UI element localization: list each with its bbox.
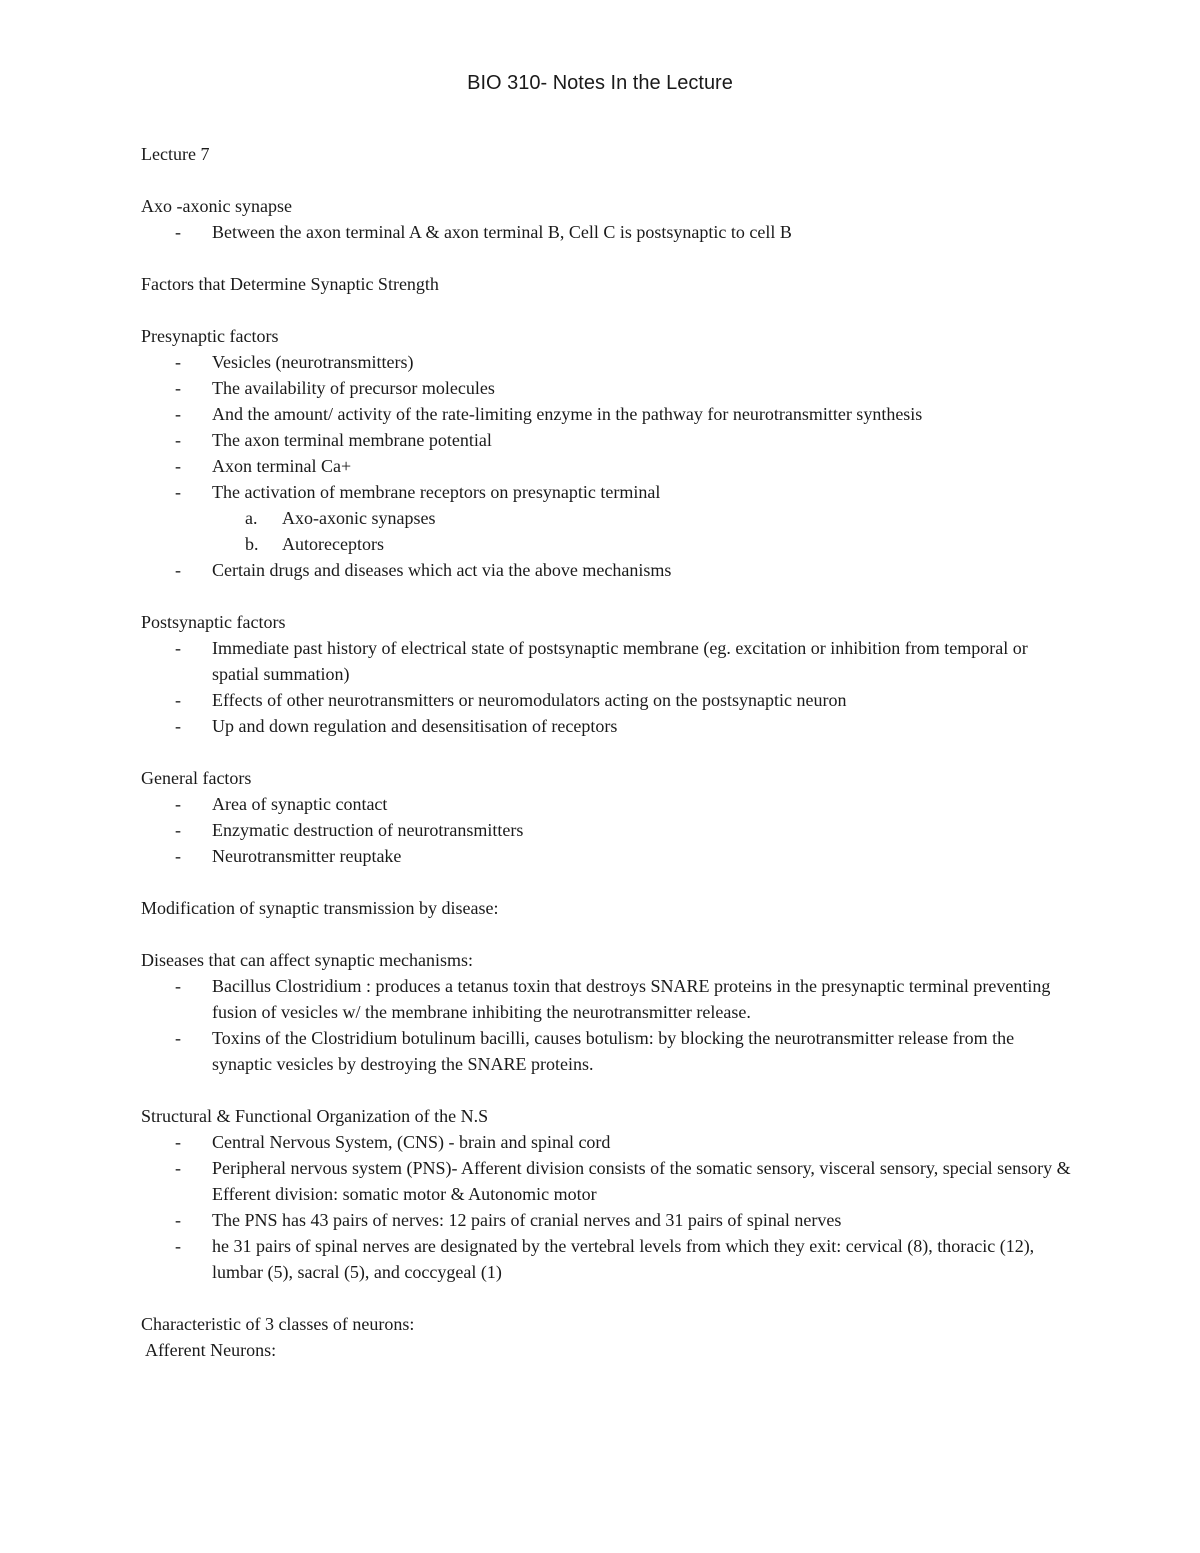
list-item-text: Bacillus Clostridium : produces a tetanus toxin that destroys SNARE proteins in the presynaptic terminal preventing fusion of vesicles w/ the membrane inhibiting the neurotransmitter release. <box>212 976 1051 1022</box>
list-item <box>141 843 1071 869</box>
section-heading-presynaptic: Presynaptic factors <box>141 326 279 346</box>
sub-list-text: Axo-axonic synapses <box>282 508 436 528</box>
list-item-text: And the amount/ activity of the rate-limiting enzyme in the pathway for neurotransmitter synthesis <box>212 404 923 424</box>
section-heading-synaptic-strength: Factors that Determine Synaptic Strength <box>141 274 439 294</box>
list-item-text: Vesicles (neurotransmitters) <box>212 352 414 372</box>
bullet-dash: - <box>175 1236 181 1256</box>
bullet-dash: - <box>175 794 181 814</box>
list-item <box>141 479 1071 505</box>
bullet-dash: - <box>175 430 181 450</box>
list-item-text: The availability of precursor molecules <box>212 378 495 398</box>
document-title: BIO 310- Notes In the Lecture <box>467 72 733 94</box>
list-item-text: Immediate past history of electrical state of postsynaptic membrane (eg. excitation or inhibition from temporal or spatial summation) <box>212 638 1028 684</box>
bullet-dash: - <box>175 1210 181 1230</box>
list-item-text: Peripheral nervous system (PNS)- Afferent division consists of the somatic sensory, visceral sensory, special sensory & Efferent division: somatic motor & Autonomic motor <box>212 1158 1071 1204</box>
spacer <box>141 245 1071 271</box>
list-item <box>141 635 1071 687</box>
list-item <box>141 453 1071 479</box>
bullet-dash: - <box>175 378 181 398</box>
spacer <box>141 1077 1071 1103</box>
list-item-text: Central Nervous System, (CNS) - brain and spinal cord <box>212 1132 611 1152</box>
list-item-text: Enzymatic destruction of neurotransmitters <box>212 820 524 840</box>
list-item-text: Toxins of the Clostridium botulinum bacilli, causes botulism: by blocking the neurotransmitter release from the synaptic vesicles by destroying the SNARE proteins. <box>212 1028 1015 1074</box>
section-heading-axo-axonic: Axo -axonic synapse <box>141 196 292 216</box>
section-heading-afferent: Afferent Neurons: <box>145 1340 277 1360</box>
list-item-text: Axon terminal Ca+ <box>212 456 352 476</box>
bullet-dash: - <box>175 222 181 242</box>
bullet-dash: - <box>175 716 181 736</box>
list-item <box>141 713 1071 739</box>
sub-list-item <box>141 505 1071 531</box>
bullet-dash: - <box>175 404 181 424</box>
bullet-dash: - <box>175 1132 181 1152</box>
list-item <box>141 1207 1071 1233</box>
bullet-dash: - <box>175 638 181 658</box>
sub-list-text: Autoreceptors <box>282 534 384 554</box>
list-item-text: Certain drugs and diseases which act via the above mechanisms <box>212 560 672 580</box>
section-heading-general: General factors <box>141 768 252 788</box>
bullet-dash: - <box>175 352 181 372</box>
list-item <box>141 401 1071 427</box>
list-item <box>141 557 1071 583</box>
list-item <box>141 973 1071 1025</box>
spacer <box>141 297 1071 323</box>
section-heading-diseases: Diseases that can affect synaptic mechanisms: <box>141 950 474 970</box>
list-item-text: The axon terminal membrane potential <box>212 430 492 450</box>
lecture-label: Lecture 7 <box>141 144 210 164</box>
spacer <box>141 167 1071 193</box>
list-item <box>141 219 1071 245</box>
spacer <box>141 583 1071 609</box>
list-item-text: Neurotransmitter reuptake <box>212 846 402 866</box>
spacer <box>141 1285 1071 1311</box>
section-heading-structural: Structural & Functional Organization of the N.S <box>141 1106 489 1126</box>
bullet-dash: - <box>175 482 181 502</box>
list-item <box>141 375 1071 401</box>
document-body <box>141 141 1071 1363</box>
spacer <box>141 739 1071 765</box>
section-heading-characteristic: Characteristic of 3 classes of neurons: <box>141 1314 415 1334</box>
sub-list-marker: b. <box>245 534 259 554</box>
section-heading-postsynaptic: Postsynaptic factors <box>141 612 286 632</box>
list-item-text: he 31 pairs of spinal nerves are designated by the vertebral levels from which they exit: cervical (8), thoracic (12), lumbar (5), sacral (5), and coccygeal (1) <box>212 1236 1035 1282</box>
list-item <box>141 791 1071 817</box>
bullet-dash: - <box>175 820 181 840</box>
bullet-dash: - <box>175 690 181 710</box>
bullet-dash: - <box>175 1158 181 1178</box>
list-item-text: Up and down regulation and desensitisation of receptors <box>212 716 618 736</box>
sub-list-item <box>141 531 1071 557</box>
bullet-dash: - <box>175 456 181 476</box>
list-item-text: Area of synaptic contact <box>212 794 388 814</box>
list-item <box>141 1129 1071 1155</box>
list-item <box>141 1233 1071 1285</box>
list-item-text: The activation of membrane receptors on presynaptic terminal <box>212 482 661 502</box>
bullet-dash: - <box>175 1028 181 1048</box>
list-item <box>141 1155 1071 1207</box>
list-item <box>141 349 1071 375</box>
spacer <box>141 869 1071 895</box>
list-item <box>141 1025 1071 1077</box>
bullet-dash: - <box>175 976 181 996</box>
section-heading-modification: Modification of synaptic transmission by disease: <box>141 898 499 918</box>
list-item-text: Between the axon terminal A & axon terminal B, Cell C is postsynaptic to cell B <box>212 222 792 242</box>
list-item <box>141 817 1071 843</box>
list-item <box>141 427 1071 453</box>
list-item-text: Effects of other neurotransmitters or neuromodulators acting on the postsynaptic neuron <box>212 690 847 710</box>
sub-list-marker: a. <box>245 508 258 528</box>
spacer <box>141 921 1071 947</box>
bullet-dash: - <box>175 846 181 866</box>
bullet-dash: - <box>175 560 181 580</box>
list-item-text: The PNS has 43 pairs of nerves: 12 pairs of cranial nerves and 31 pairs of spinal nerves <box>212 1210 842 1230</box>
list-item <box>141 687 1071 713</box>
